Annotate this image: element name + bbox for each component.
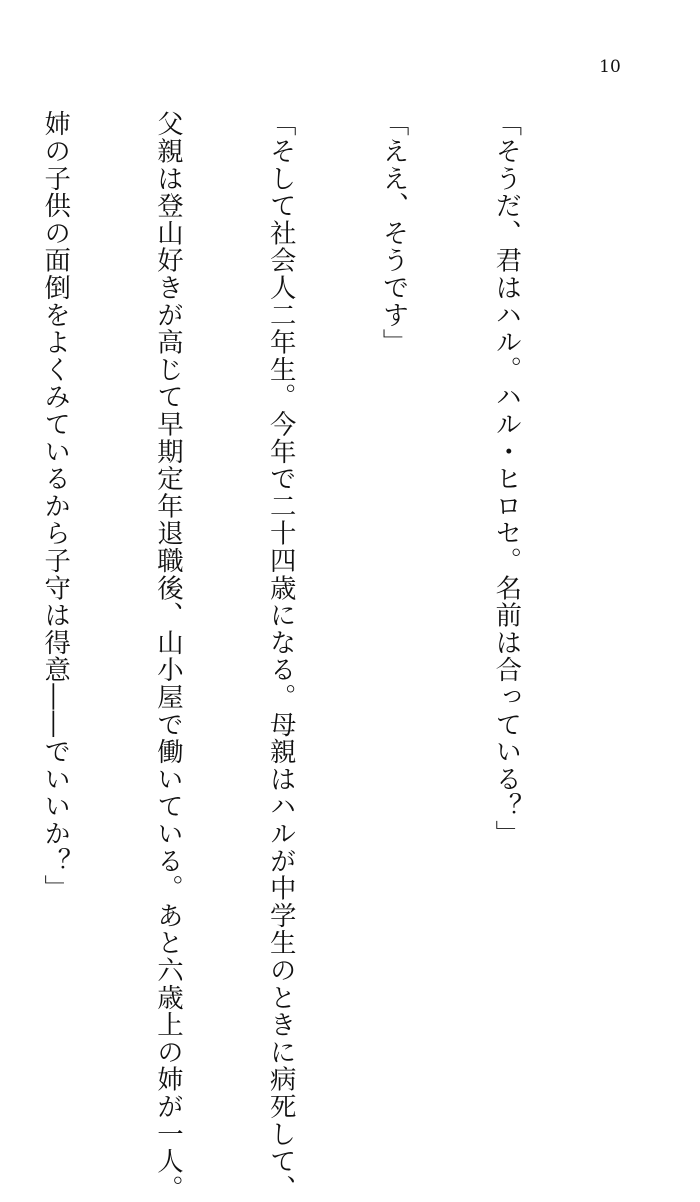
- page-number: 10: [599, 57, 621, 77]
- text-line-1: 「そうだ、君はハル。ハル・ヒロセ。名前は合っている？」: [490, 110, 522, 848]
- text-line-5: 姉の子供の面倒をよくみているから子守は得意――でいいか？」: [39, 110, 71, 902]
- text-line-3: 「そして社会人二年生。今年で二十四歳になる。母親はハルが中学生のときに病死して、: [265, 110, 297, 1202]
- novel-text-body: [39, 110, 600, 1202]
- text-line-4: 父親は登山好きが高じて早期定年退職後、山小屋で働いている。あと六歳上の姉が一人。: [152, 110, 184, 1202]
- text-line-2: 「ええ、そうです」: [378, 110, 410, 356]
